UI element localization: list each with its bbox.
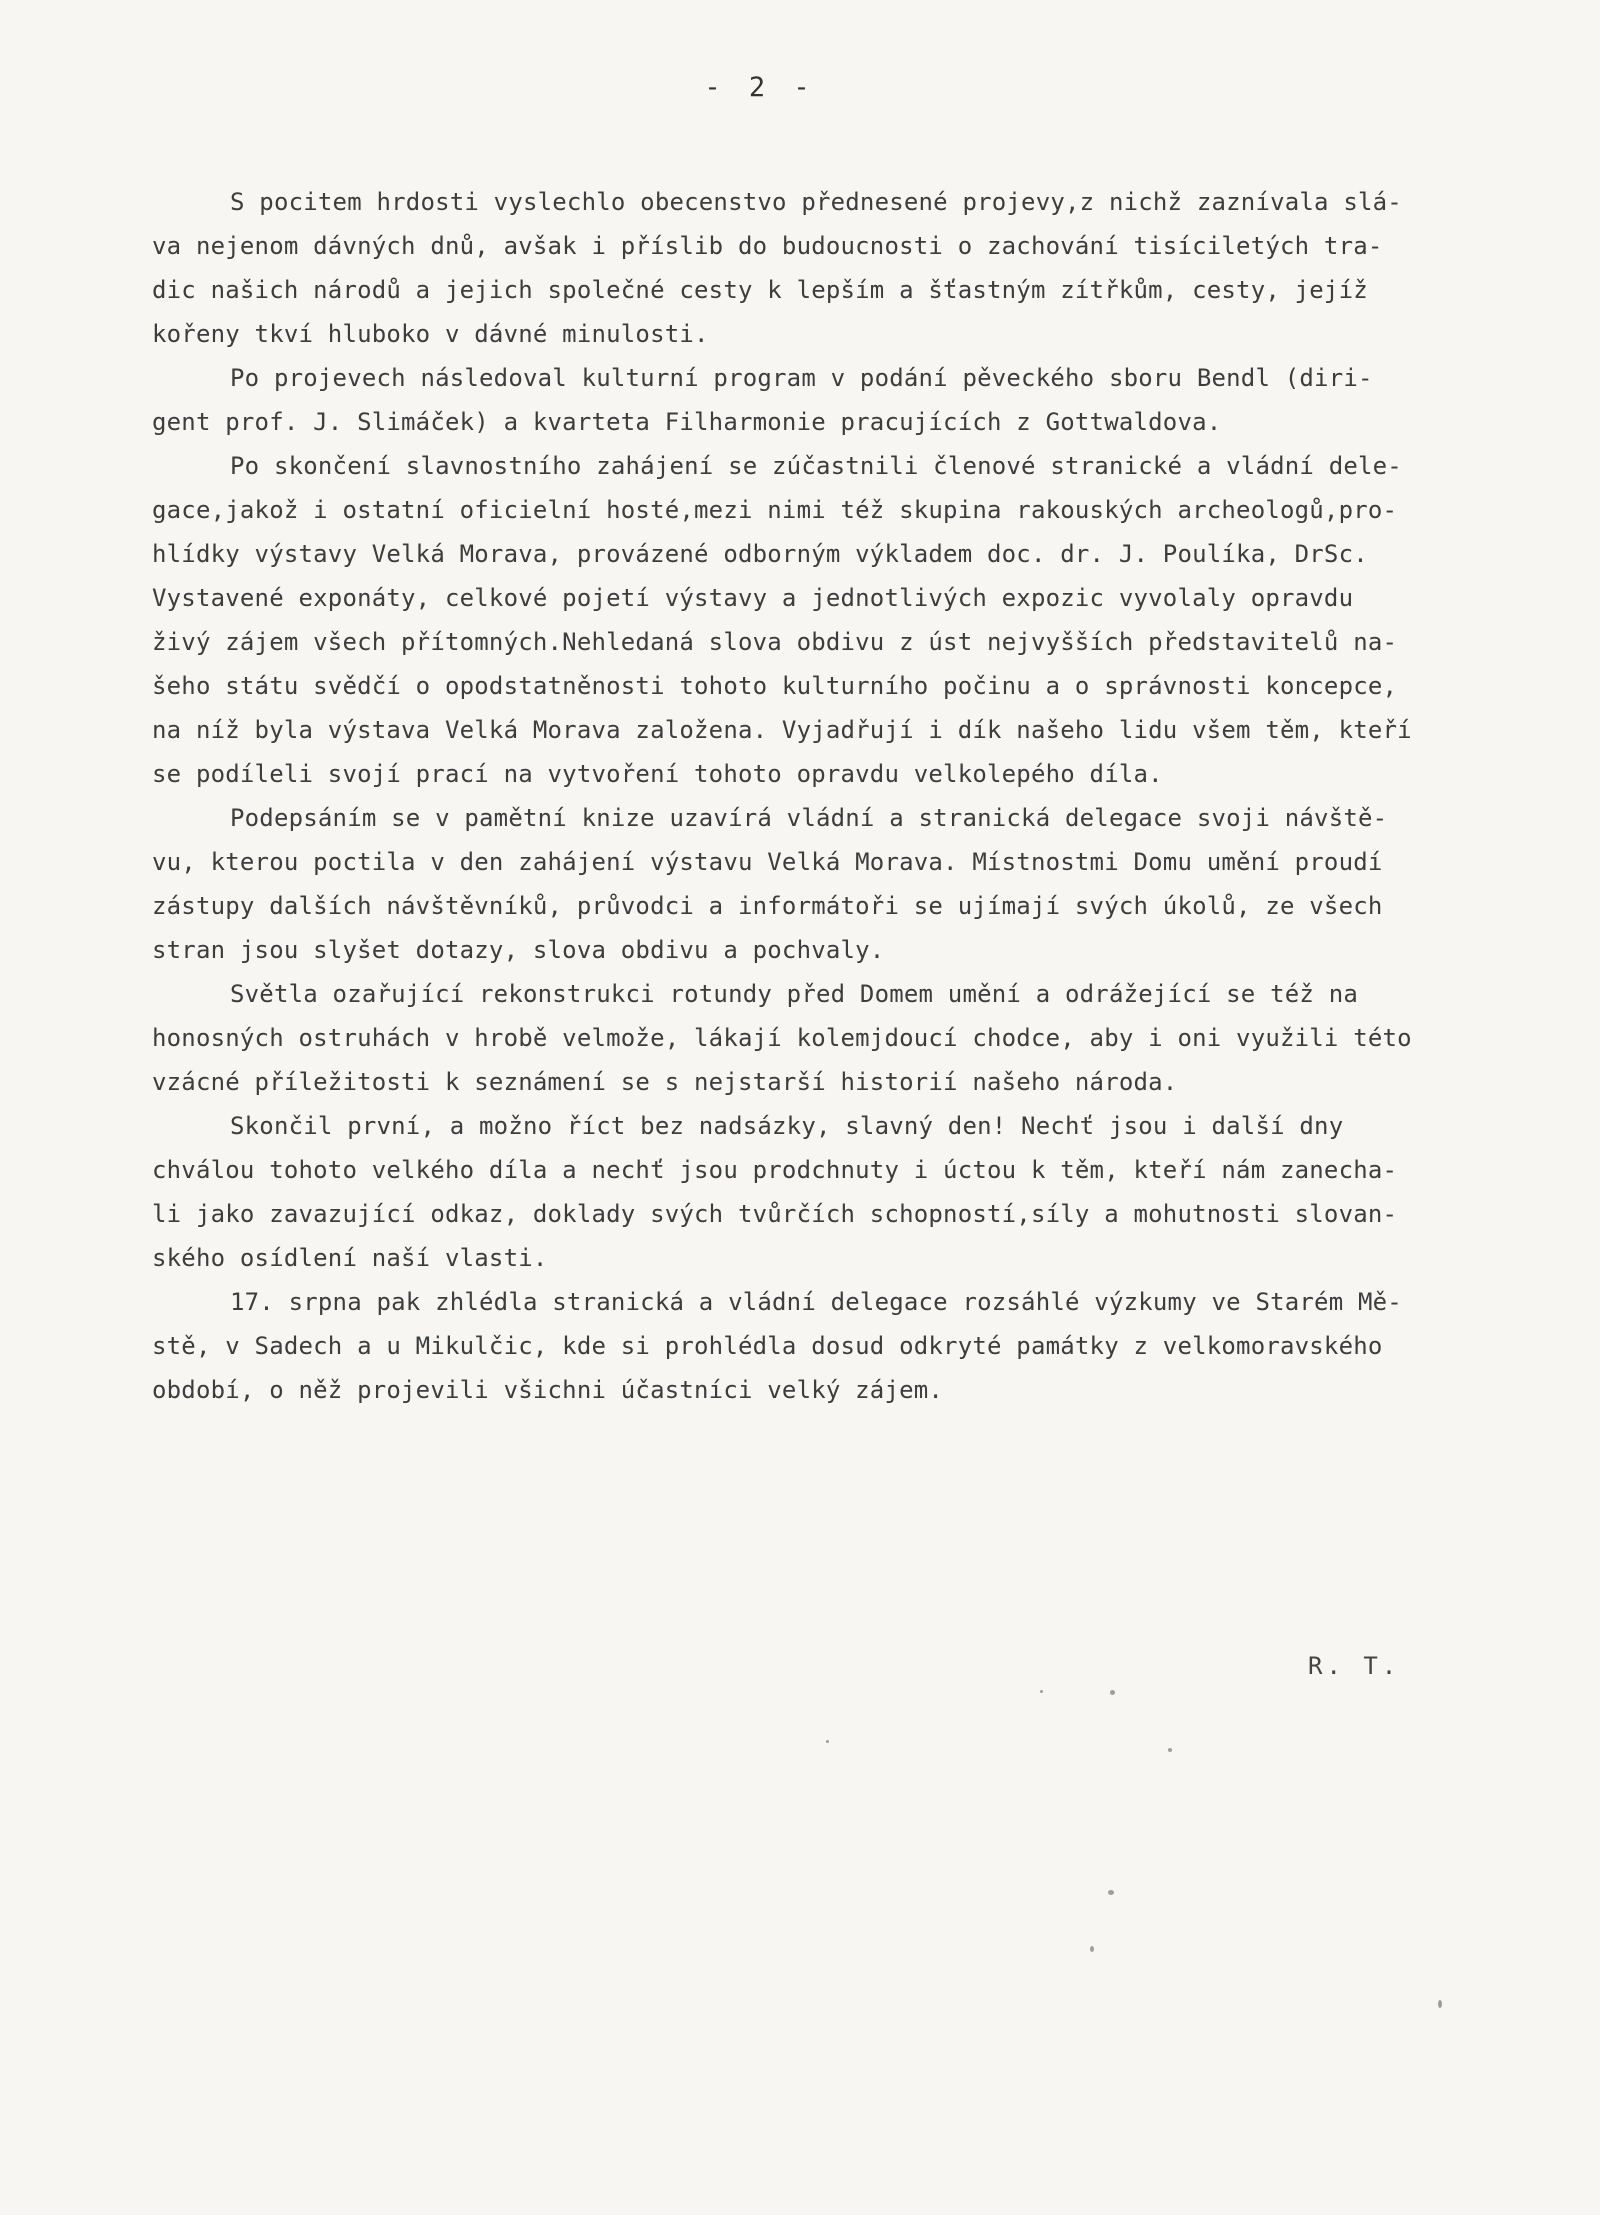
paragraph-3 [152,444,1432,796]
text-line: období, o něž projevili všichni účastníci velký zájem. [152,1376,944,1404]
text-line: chválou tohoto velkého díla a nechť jsou prodchnuty i úctou k těm, kteří nám zanecha- [152,1156,1398,1184]
paragraph-1 [152,180,1432,356]
page-number: - 2 - [704,72,816,103]
text-line: 17. srpna pak zhlédla stranická a vládní delegace rozsáhlé výzkumy ve Starém Mě- [230,1288,1402,1316]
scan-speck [1108,1890,1114,1895]
text-line: Světla ozařující rekonstrukci rotundy před Domem umění a odrážející se též na [230,980,1358,1008]
text-line: va nejenom dávných dnů, avšak i příslib do budoucnosti o zachování tisíciletých tra- [152,232,1383,260]
text-line: gent prof. J. Slimáček) a kvarteta Filharmonie pracujících z Gottwaldova. [152,408,1222,436]
text-line: Podepsáním se v pamětní knize uzavírá vládní a stranická delegace svoji návště- [230,804,1388,832]
text-line: ského osídlení naší vlasti. [152,1244,548,1272]
paragraph-7 [152,1280,1432,1412]
text-line: stě, v Sadech a u Mikulčic, kde si prohlédla dosud odkryté památky z velkomoravského [152,1332,1383,1360]
text-line: živý zájem všech přítomných.Nehledaná slova obdivu z úst nejvyšších představitelů na- [152,628,1398,656]
text-line: li jako zavazující odkaz, doklady svých tvůrčích schopností,síly a mohutnosti slovan- [152,1200,1398,1228]
body-text [152,180,1432,1412]
scan-speck [1110,1690,1115,1695]
scan-speck [1090,1946,1094,1952]
paragraph-4 [152,796,1432,972]
text-line: Po projevech následoval kulturní program v podání pěveckého sboru Bendl (diri- [230,364,1373,392]
scan-speck [1040,1690,1043,1693]
scan-speck [826,1740,829,1743]
text-line: S pocitem hrdosti vyslechlo obecenstvo přednesené projevy,z nichž zaznívala slá- [230,188,1402,216]
text-line: Skončil první, a možno říct bez nadsázky, slavný den! Nechť jsou i další dny [230,1112,1344,1140]
text-line: Vystavené exponáty, celkové pojetí výstavy a jednotlivých expozic vyvolaly opravdu [152,584,1354,612]
paragraph-2 [152,356,1432,444]
text-line: vu, kterou poctila v den zahájení výstavu Velká Morava. Místnostmi Domu umění proudí [152,848,1383,876]
paragraph-5 [152,972,1432,1104]
signature-initials: R. T. [1308,1652,1401,1680]
scan-speck [1438,2000,1442,2008]
text-line: Po skončení slavnostního zahájení se zúčastnili členové stranické a vládní dele- [230,452,1402,480]
text-line: na níž byla výstava Velká Morava založena. Vyjadřují i dík našeho lidu všem těm, kteří [152,716,1412,744]
text-line: vzácné příležitosti k seznámení se s nejstarší historií našeho národa. [152,1068,1178,1096]
text-line: zástupy dalších návštěvníků, průvodci a informátoři se ujímají svých úkolů, ze všech [152,892,1383,920]
text-line: hlídky výstavy Velká Morava, provázené odborným výkladem doc. dr. J. Poulíka, DrSc. [152,540,1368,568]
text-line: se podíleli svojí prací na vytvoření tohoto opravdu velkolepého díla. [152,760,1163,788]
text-line: dic našich národů a jejich společné cesty k lepším a šťastným zítřkům, cesty, jejíž [152,276,1368,304]
scan-speck [1168,1748,1172,1752]
text-line: šeho státu svědčí o opodstatněnosti tohoto kulturního počinu a o správnosti koncepce, [152,672,1398,700]
text-line: stran jsou slyšet dotazy, slova obdivu a pochvaly. [152,936,885,964]
text-line: gace,jakož i ostatní oficielní hosté,mezi nimi též skupina rakouských archeologů,pro- [152,496,1398,524]
paragraph-6 [152,1104,1432,1280]
text-line: kořeny tkví hluboko v dávné minulosti. [152,320,709,348]
text-line: honosných ostruhách v hrobě velmože, lákají kolemjdoucí chodce, aby i oni využili této [152,1024,1412,1052]
